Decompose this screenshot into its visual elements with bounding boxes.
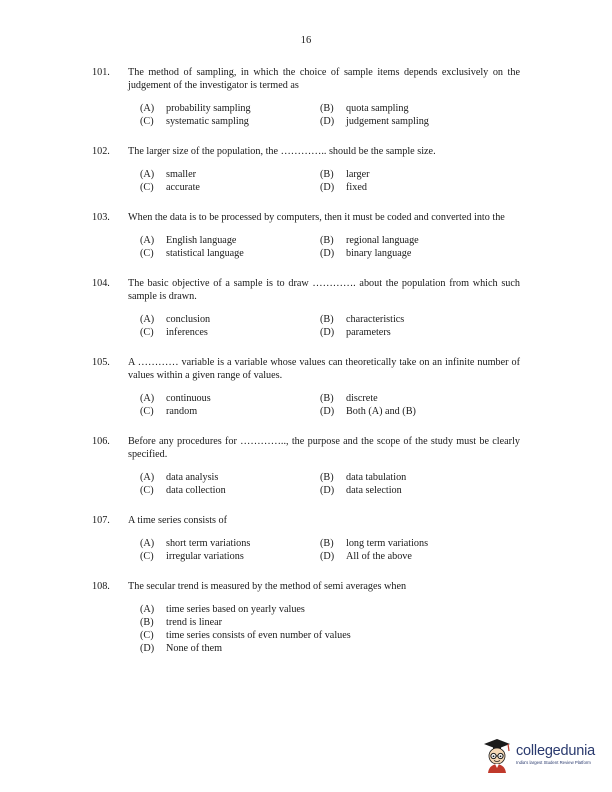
option-label: (C) [140, 551, 154, 562]
answer-option [140, 629, 520, 642]
option-text: long term variations [346, 538, 429, 549]
answer-option [140, 181, 320, 194]
option-label: (B) [140, 617, 154, 628]
question-list [92, 66, 520, 672]
question-text: The secular trend is measured by the method of semi averages when [128, 581, 407, 592]
option-text: time series based on yearly values [166, 604, 305, 615]
option-text: data collection [166, 485, 226, 496]
answer-option [140, 603, 520, 616]
option-text: continuous [166, 393, 211, 404]
answer-option [320, 392, 520, 405]
question-item [92, 145, 520, 194]
option-label: (C) [140, 630, 154, 641]
question-item [92, 277, 520, 339]
option-text: random [166, 406, 198, 417]
answer-option [140, 484, 320, 497]
option-label: (C) [140, 327, 154, 338]
option-group [140, 234, 520, 260]
question-header [92, 277, 520, 303]
answer-option [320, 484, 520, 497]
question-text: The larger size of the population, the ………….. should be the sample size. [128, 146, 436, 157]
question-header [92, 211, 520, 224]
option-text: trend is linear [166, 617, 223, 628]
question-header [92, 435, 520, 461]
question-text: A ………… variable is a variable whose values can theoretically take on an infinite number of values within a given range of values. [128, 357, 520, 381]
option-label: (D) [320, 406, 335, 417]
page-number: 16 [300, 35, 312, 46]
option-text: binary language [346, 248, 412, 259]
option-text: short term variations [166, 538, 251, 549]
option-text: discrete [346, 393, 378, 404]
option-label: (D) [320, 116, 335, 127]
answer-option [320, 326, 520, 339]
question-text: The basic objective of a sample is to draw …………. about the population from which such sample is drawn. [128, 278, 520, 302]
option-text: irregular variations [166, 551, 244, 562]
option-text: Both (A) and (B) [346, 406, 416, 417]
option-text: data analysis [166, 472, 219, 483]
option-label: (A) [140, 169, 155, 180]
option-label: (D) [320, 327, 335, 338]
answer-option [320, 313, 520, 326]
answer-option [140, 313, 320, 326]
option-label: (B) [320, 472, 334, 483]
option-text: data tabulation [346, 472, 407, 483]
option-label: (D) [320, 182, 335, 193]
option-label: (A) [140, 314, 155, 325]
option-label: (C) [140, 485, 154, 496]
question-item [92, 435, 520, 497]
option-label: (B) [320, 169, 334, 180]
option-text: judgement sampling [346, 116, 429, 127]
option-label: (A) [140, 472, 155, 483]
option-text: regional language [346, 235, 419, 246]
answer-option [140, 168, 320, 181]
question-number: 103. [92, 212, 110, 223]
answer-option [320, 168, 520, 181]
answer-option [140, 405, 320, 418]
question-item [92, 356, 520, 418]
option-group [140, 537, 520, 563]
question-item [92, 580, 520, 655]
question-header [92, 145, 520, 158]
option-text: probability sampling [166, 103, 251, 114]
option-text: inferences [166, 327, 208, 338]
option-text: parameters [346, 327, 391, 338]
answer-option [320, 471, 520, 484]
option-label: (D) [140, 643, 155, 654]
option-text: English language [166, 235, 237, 246]
option-text: characteristics [346, 314, 405, 325]
option-group [140, 471, 520, 497]
question-text: A time series consists of [128, 515, 228, 526]
option-label: (D) [320, 248, 335, 259]
option-label: (B) [320, 235, 334, 246]
question-item [92, 211, 520, 260]
option-label: (C) [140, 248, 154, 259]
option-group [140, 102, 520, 128]
option-label: (B) [320, 314, 334, 325]
question-number: 101. [92, 67, 110, 78]
option-text: statistical language [166, 248, 244, 259]
question-text: When the data is to be processed by computers, then it must be coded and converted into the [128, 212, 505, 223]
answer-option [140, 537, 320, 550]
logo-tagline: India's largest Student Review Platform [516, 759, 591, 765]
collegedunia-logo [480, 732, 604, 776]
logo-name: collegedunia [516, 742, 596, 759]
option-text: time series consists of even number of values [166, 630, 351, 641]
answer-option [140, 616, 520, 629]
answer-option [320, 115, 520, 128]
option-label: (A) [140, 604, 155, 615]
option-group [140, 168, 520, 194]
option-label: (D) [320, 551, 335, 562]
answer-option [140, 102, 320, 115]
option-text: larger [346, 169, 370, 180]
question-number: 107. [92, 515, 110, 526]
option-label: (C) [140, 406, 154, 417]
answer-option [320, 550, 520, 563]
option-label: (B) [320, 538, 334, 549]
answer-option [140, 642, 520, 655]
answer-option [140, 115, 320, 128]
option-text: smaller [166, 169, 196, 180]
option-label: (A) [140, 235, 155, 246]
question-item [92, 66, 520, 128]
option-text: data selection [346, 485, 402, 496]
answer-option [320, 247, 520, 260]
question-number: 108. [92, 581, 110, 592]
option-group [140, 313, 520, 339]
option-text: conclusion [166, 314, 211, 325]
graduate-mascot-icon [480, 734, 514, 774]
question-header [92, 514, 520, 527]
question-header [92, 580, 520, 593]
option-text: None of them [166, 643, 223, 654]
answer-option [320, 181, 520, 194]
answer-option [140, 471, 320, 484]
option-label: (B) [320, 103, 334, 114]
option-label: (C) [140, 116, 154, 127]
question-number: 102. [92, 146, 110, 157]
option-label: (A) [140, 538, 155, 549]
option-label: (A) [140, 393, 155, 404]
question-number: 104. [92, 278, 110, 289]
option-text: accurate [166, 182, 200, 193]
question-number: 105. [92, 357, 110, 368]
option-label: (D) [320, 485, 335, 496]
answer-option [320, 102, 520, 115]
option-label: (B) [320, 393, 334, 404]
option-text: fixed [346, 182, 367, 193]
answer-option [140, 392, 320, 405]
answer-option [320, 537, 520, 550]
answer-option [140, 234, 320, 247]
question-text: The method of sampling, in which the choice of sample items depends exclusively on the judgement of the investigator is termed as [128, 67, 520, 91]
question-text: Before any procedures for ………….., the purpose and the scope of the study must be clearly specified. [128, 436, 520, 460]
answer-option [140, 550, 320, 563]
option-text: quota sampling [346, 103, 409, 114]
option-text: systematic sampling [166, 116, 249, 127]
answer-option [140, 326, 320, 339]
question-number: 106. [92, 436, 110, 447]
answer-option [140, 247, 320, 260]
option-group [140, 392, 520, 418]
question-header [92, 66, 520, 92]
option-label: (C) [140, 182, 154, 193]
answer-option [320, 234, 520, 247]
question-item [92, 514, 520, 563]
answer-option [320, 405, 520, 418]
option-group [140, 603, 520, 655]
option-label: (A) [140, 103, 155, 114]
question-header [92, 356, 520, 382]
option-text: All of the above [346, 551, 412, 562]
